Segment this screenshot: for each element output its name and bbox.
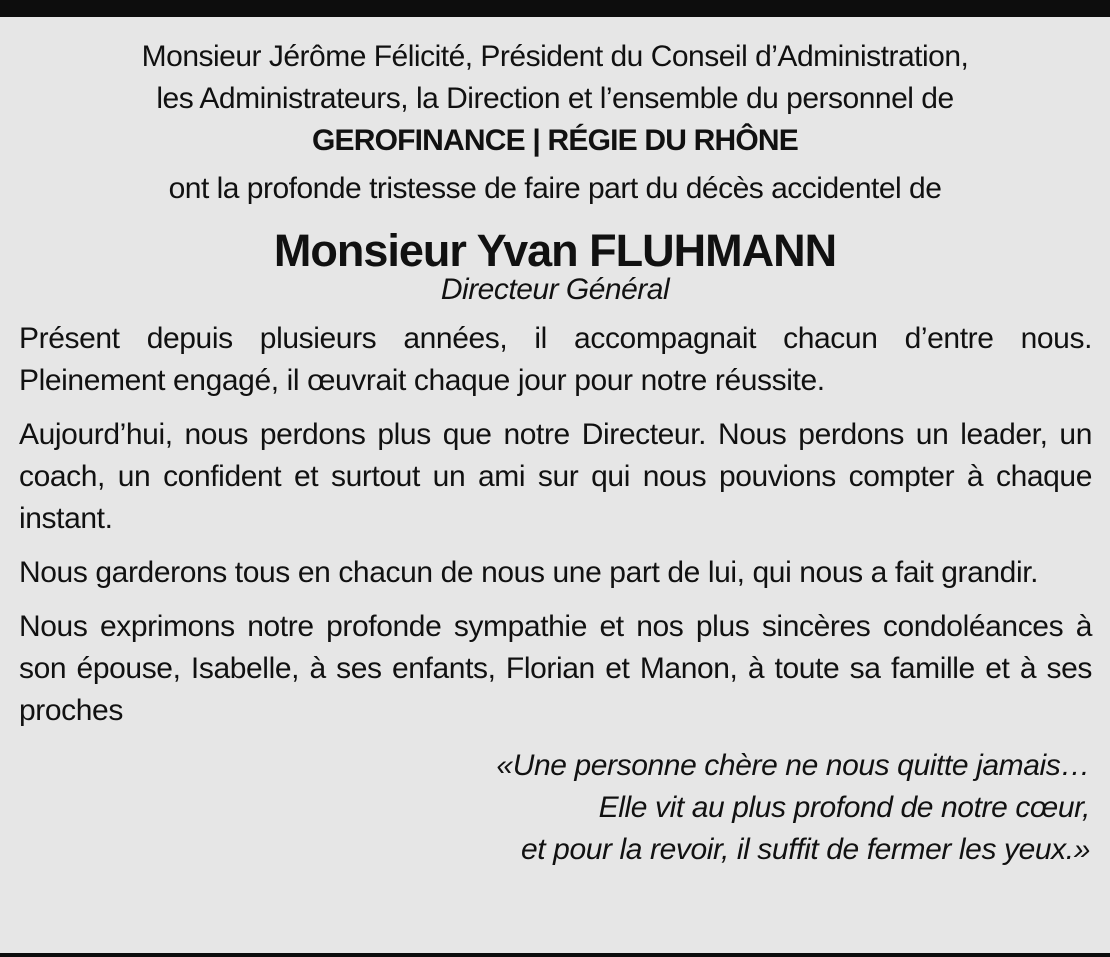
tribute-paragraph: Aujourd’hui, nous perdons plus que notre Directeur. Nous perdons un leader, un coach, un confident et surtout un ami sur qui nous pouvions compter à chaque instant. [19,418,1092,535]
header-line-president: Monsieur Jérôme Félicité, Président du Conseil d’Administration, [141,40,969,73]
tribute-paragraph: Présent depuis plusieurs années, il accompagnait chacun d’entre nous. Pleinement engagé, il œuvrait chaque jour pour notre réussite. [19,322,1092,397]
condolences-paragraph: Nous exprimons notre profonde sympathie et nos plus sincères condoléances à son épouse, Isabelle, à ses enfants, Florian et Manon, à toute sa famille et à ses proches [19,610,1092,727]
quote-line: et pour la revoir, il suffit de fermer les yeux.» [521,833,1090,866]
deceased-role: Directeur Général [440,273,670,306]
tribute-body [0,318,1110,732]
announcement-line: ont la profonde tristesse de faire part du décès accidentel de [168,172,942,205]
quote-line: Elle vit au plus profond de notre cœur, [598,791,1090,824]
notice-header [0,17,1110,210]
company-name: GEROFINANCE | RÉGIE DU RHÔNE [311,124,799,157]
closing-quote [0,745,1110,871]
deceased-name: Monsieur Yvan FLUHMANN [273,225,837,276]
header-line-staff: les Administrateurs, la Direction et l’ensemble du personnel de [156,82,954,115]
tribute-paragraph: Nous garderons tous en chacun de nous une part de lui, qui nous a fait grandir. [19,556,1039,589]
quote-line: «Une personne chère ne nous quitte jamais… [496,749,1090,782]
